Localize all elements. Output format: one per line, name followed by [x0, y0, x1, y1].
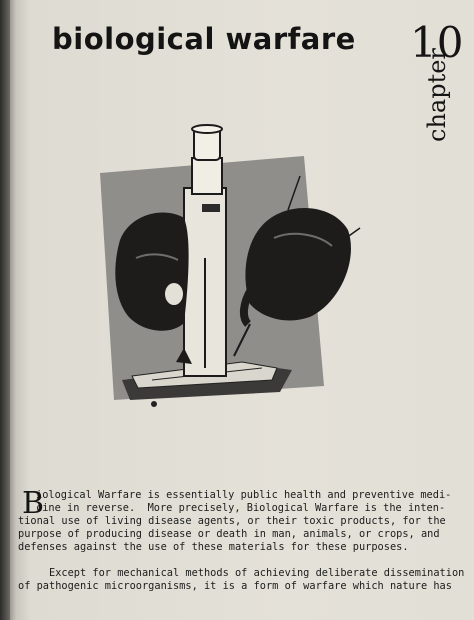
drop-cap: B	[22, 486, 45, 521]
text-line: cine in reverse. More precisely, Biological Warfare is the inten-	[36, 502, 446, 514]
text-line: Except for mechanical methods of achieving deliberate dissemination	[18, 567, 465, 579]
body-text	[18, 486, 465, 593]
text-line: purpose of producing disease or death in man, animals, or crops, and	[18, 528, 440, 540]
chapter-label: chapter	[423, 48, 451, 142]
chapter-title: biological warfare	[52, 22, 356, 56]
text-line: iological Warfare is essentially public health and preventive medi-	[36, 489, 452, 501]
text-line: defenses against the use of these materials for these purposes.	[18, 541, 409, 553]
chapter-number: 10	[410, 18, 464, 67]
paragraph-1	[18, 486, 458, 554]
microscope-illustration	[92, 118, 362, 418]
book-spine-shadow	[0, 0, 10, 620]
text-line: of pathogenic microorganisms, it is a form of warfare which nature has	[18, 580, 452, 592]
text-line: tional use of living disease agents, or their toxic products, for the	[18, 515, 446, 527]
paragraph-2	[18, 567, 465, 593]
